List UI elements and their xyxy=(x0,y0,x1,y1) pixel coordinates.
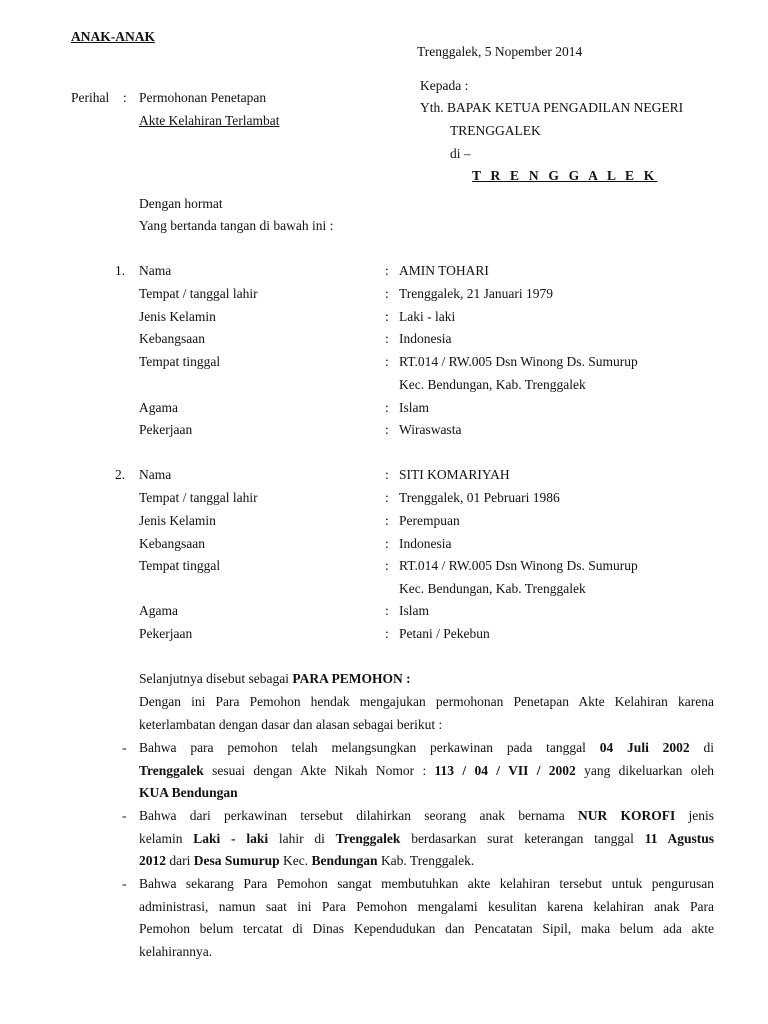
text-run: kelamin xyxy=(139,831,194,846)
text-run: berdasarkan surat keterangan tanggal xyxy=(400,831,645,846)
field-label: Kebangsaan xyxy=(139,331,205,346)
person-kebangsaan: Indonesia xyxy=(399,536,452,551)
recipient-line-3: di – xyxy=(450,146,471,161)
person-tempat-tinggal-2: Kec. Bendungan, Kab. Trenggalek xyxy=(399,377,586,392)
person-pekerjaan: Wiraswasta xyxy=(399,422,462,437)
person-number: 1. xyxy=(115,263,126,278)
person-jenis-kelamin: Laki - laki xyxy=(399,309,456,324)
field-label: Pekerjaan xyxy=(139,422,193,437)
bullet-2-line-3 xyxy=(139,854,474,868)
field-label: Nama xyxy=(139,467,172,482)
field-colon: : xyxy=(385,558,389,573)
person-nama: SITI KOMARIYAH xyxy=(399,467,510,482)
text-run: dari xyxy=(166,853,194,868)
text-run: Bahwa para pemohon telah melangsungkan perkawinan pada tanggal xyxy=(139,740,600,755)
perihal-label: Perihal xyxy=(71,90,110,105)
text-bold: Trenggalek xyxy=(335,831,401,846)
field-label: Tempat / tanggal lahir xyxy=(139,490,258,505)
paragraph-1-line-2: keterlambatan dengan dasar dan alasan sebagai berikut : xyxy=(139,717,443,732)
bullet-1-line-1 xyxy=(139,741,714,755)
text-bold: Bendungan xyxy=(311,853,378,868)
text-run: jenis xyxy=(675,808,714,823)
text-bold: 113 / 04 / VII / 2002 xyxy=(434,763,576,778)
text-run: yang dikeluarkan oleh xyxy=(575,763,714,778)
intro-prefix: Selanjutnya disebut sebagai xyxy=(139,671,293,686)
perihal-line-1: Permohonan Penetapan xyxy=(139,90,267,105)
field-label: Agama xyxy=(139,603,178,618)
field-colon: : xyxy=(385,263,389,278)
person-tempat-tinggal: RT.014 / RW.005 Dsn Winong Ds. Sumurup xyxy=(399,354,638,369)
field-label: Agama xyxy=(139,400,178,415)
person-ttl: Trenggalek, 01 Pebruari 1986 xyxy=(399,490,560,505)
text-run: di xyxy=(689,740,714,755)
greeting-line-2: Yang bertanda tangan di bawah ini : xyxy=(139,218,334,233)
field-label: Pekerjaan xyxy=(139,626,193,641)
person-nama: AMIN TOHARI xyxy=(399,263,489,278)
person-number: 2. xyxy=(115,467,126,482)
field-label: Tempat tinggal xyxy=(139,354,221,369)
field-colon: : xyxy=(385,536,389,551)
person-pekerjaan: Petani / Pekebun xyxy=(399,626,490,641)
bullet-3-line-1: Bahwa sekarang Para Pemohon sangat membutuhkan akte kelahiran tersebut untuk pengurusan xyxy=(139,876,714,891)
field-colon: : xyxy=(385,422,389,437)
bullet-3-line-4: kelahirannya. xyxy=(139,944,213,959)
text-bold: Trenggalek xyxy=(139,763,204,778)
text-bold: 11 Agustus xyxy=(644,831,714,846)
field-colon: : xyxy=(385,467,389,482)
bullet-1-line-3: KUA Bendungan xyxy=(139,785,238,800)
field-colon: : xyxy=(385,490,389,505)
field-colon: : xyxy=(385,513,389,528)
recipient-city: T R E N G G A L E K xyxy=(472,168,658,183)
bullet-2-line-2 xyxy=(139,832,714,846)
field-label: Jenis Kelamin xyxy=(139,309,216,324)
text-run: Kab. Trenggalek. xyxy=(377,853,475,868)
bullet-1-line-2 xyxy=(139,764,714,778)
bullet-3-line-3: Pemohon belum tercatat di Dinas Kependudukan dan Pencatatan Sipil, maka belum ada akte xyxy=(139,921,714,936)
field-label: Kebangsaan xyxy=(139,536,205,551)
text-run: Bahwa dari perkawinan tersebut dilahirkan seorang anak bernama xyxy=(139,808,578,823)
text-run: lahir di xyxy=(268,831,336,846)
bullet-3-line-2: administrasi, namun saat ini Para Pemohon mengalami kesulitan karena kelahiran anak Para xyxy=(139,899,714,914)
bullet-dash: - xyxy=(122,808,127,823)
recipient-line-2: TRENGGALEK xyxy=(450,123,541,138)
person-tempat-tinggal: RT.014 / RW.005 Dsn Winong Ds. Sumurup xyxy=(399,558,638,573)
intro-bold: PARA PEMOHON : xyxy=(292,671,411,686)
perihal-colon: : xyxy=(123,90,127,105)
text-bold: NUR KOROFI xyxy=(577,808,676,823)
field-colon: : xyxy=(385,286,389,301)
text-bold: 04 Juli 2002 xyxy=(599,740,690,755)
field-colon: : xyxy=(385,354,389,369)
text-bold: 2012 xyxy=(139,853,166,868)
text-bold: Desa Sumurup xyxy=(193,853,280,868)
field-colon: : xyxy=(385,309,389,324)
field-label: Nama xyxy=(139,263,172,278)
field-colon: : xyxy=(385,626,389,641)
intro-line xyxy=(139,672,411,686)
bullet-2-line-1 xyxy=(139,809,714,823)
text-run: sesuai dengan Akte Nikah Nomor : xyxy=(203,763,435,778)
recipient-kepada: Kepada : xyxy=(420,78,469,93)
field-colon: : xyxy=(385,331,389,346)
field-colon: : xyxy=(385,603,389,618)
greeting-line-1: Dengan hormat xyxy=(139,196,223,211)
field-label: Tempat / tanggal lahir xyxy=(139,286,258,301)
field-label: Jenis Kelamin xyxy=(139,513,216,528)
person-agama: Islam xyxy=(399,400,429,415)
text-bold: Laki - laki xyxy=(193,831,269,846)
place-date: Trenggalek, 5 Nopember 2014 xyxy=(417,44,583,59)
paragraph-1-line-1: Dengan ini Para Pemohon hendak mengajukan permohonan Penetapan Akte Kelahiran karena xyxy=(139,694,714,709)
person-kebangsaan: Indonesia xyxy=(399,331,452,346)
person-ttl: Trenggalek, 21 Januari 1979 xyxy=(399,286,553,301)
person-jenis-kelamin: Perempuan xyxy=(399,513,460,528)
recipient-line-1: Yth. BAPAK KETUA PENGADILAN NEGERI xyxy=(420,100,684,115)
field-label: Tempat tinggal xyxy=(139,558,221,573)
document-title: ANAK-ANAK xyxy=(71,29,155,44)
bullet-dash: - xyxy=(122,876,127,891)
person-tempat-tinggal-2: Kec. Bendungan, Kab. Trenggalek xyxy=(399,581,586,596)
text-run: Kec. xyxy=(279,853,312,868)
perihal-line-2: Akte Kelahiran Terlambat xyxy=(139,113,280,128)
bullet-dash: - xyxy=(122,740,127,755)
field-colon: : xyxy=(385,400,389,415)
person-agama: Islam xyxy=(399,603,429,618)
